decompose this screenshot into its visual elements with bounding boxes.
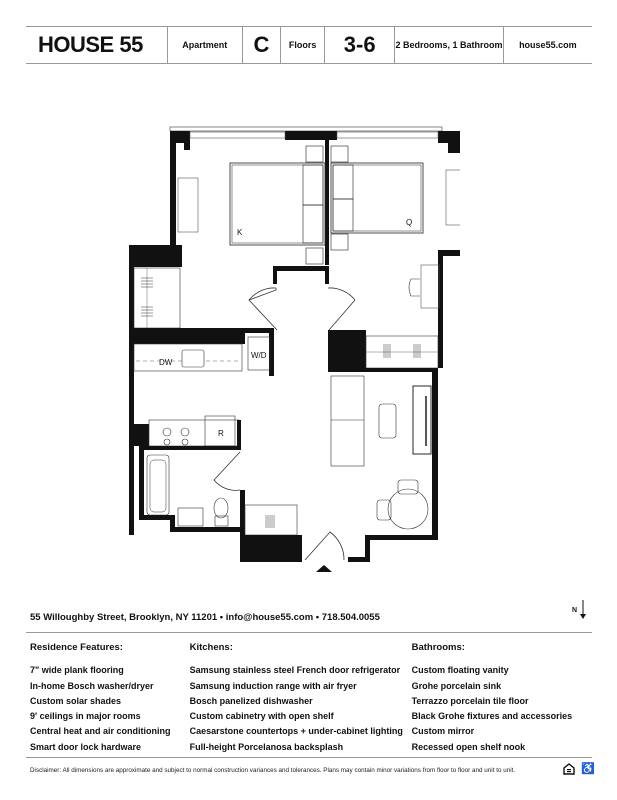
north-label: N — [572, 606, 578, 614]
feature-item: Samsung induction range with air fryer — [189, 680, 357, 691]
brand-logo: HOUSE 55 — [26, 27, 168, 63]
feature-item: 9' ceilings in major rooms — [30, 711, 141, 722]
floors-label: Floors — [281, 27, 325, 63]
feature-item: Central heat and air conditioning — [30, 726, 171, 737]
arrow-down-icon — [579, 600, 587, 620]
kitchen-features-title: Kitchens: — [189, 642, 233, 653]
feature-item: Custom mirror — [411, 726, 475, 737]
bed-label-king: K — [237, 228, 243, 237]
feature-item: Caesarstone countertops + under-cabinet lighting — [189, 726, 403, 737]
address-line: 55 Willoughby Street, Brooklyn, NY 11201 • info@house55.com • 718.504.0055 — [30, 612, 380, 623]
layout-summary: 2 Bedrooms, 1 Bathroom — [395, 27, 503, 63]
feature-item: Black Grohe fixtures and accessories — [411, 711, 573, 722]
disclaimer-text: Disclaimer: All dimensions are approximate and subject to normal construction variances and tolerances. Plans may contain minor variations from floor to floor and unit to unit. — [30, 767, 516, 774]
kitchen-features — [190, 640, 412, 755]
feature-item: Custom solar shades — [30, 695, 122, 706]
refrigerator-label: R — [218, 429, 224, 438]
features-section — [30, 640, 590, 755]
feature-item: Samsung stainless steel French door refrigerator — [189, 665, 401, 676]
equal-housing-icon — [563, 763, 575, 775]
floor-plan — [120, 120, 460, 580]
feature-item: Terrazzo porcelain tile floor — [411, 695, 529, 706]
header-bar — [26, 26, 592, 64]
website-link[interactable]: house55.com — [519, 40, 577, 50]
feature-item: Bosch panelized dishwasher — [189, 695, 313, 706]
north-indicator — [572, 600, 587, 620]
apartment-label: Apartment — [168, 27, 242, 63]
apartment-value: C — [243, 27, 282, 63]
washer-dryer-label: W/D — [251, 351, 267, 360]
feature-item: Recessed open shelf nook — [411, 741, 526, 752]
dishwasher-label: DW — [159, 358, 173, 367]
feature-item: Full-height Porcelanosa backsplash — [189, 741, 344, 752]
feature-item: 7" wide plank flooring — [30, 665, 124, 676]
bed-label-queen: Q — [406, 218, 413, 227]
feature-item: Smart door lock hardware — [30, 741, 142, 752]
bathroom-features — [412, 640, 590, 755]
residence-features-title: Residence Features: — [30, 642, 123, 653]
residence-features — [30, 640, 190, 755]
bathroom-features-title: Bathrooms: — [411, 642, 465, 653]
floors-value: 3-6 — [325, 27, 396, 63]
accessibility-icon: ♿ — [581, 763, 595, 775]
divider-top — [26, 632, 592, 633]
feature-item: In-home Bosch washer/dryer — [30, 680, 154, 691]
divider-bottom — [26, 757, 592, 758]
feature-item: Grohe porcelain sink — [411, 680, 502, 691]
feature-item: Custom floating vanity — [411, 665, 509, 676]
feature-item: Custom cabinetry with open shelf — [189, 711, 334, 722]
entry-marker-icon — [316, 565, 332, 572]
